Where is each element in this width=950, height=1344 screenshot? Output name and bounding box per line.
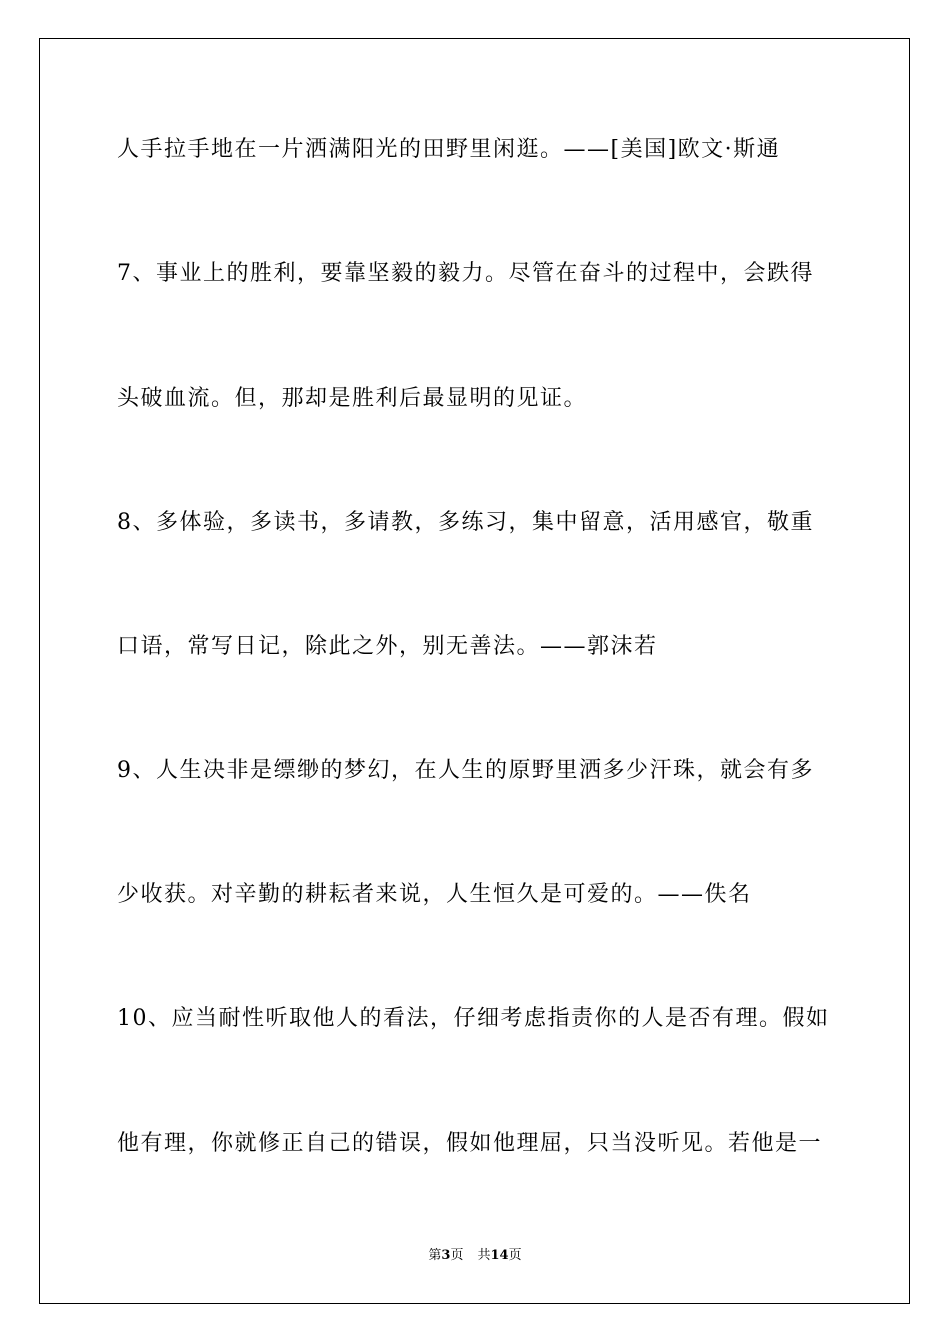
text-line: 少收获。对辛勤的耕耘者来说，人生恒久是可爱的。——佚名	[117, 882, 752, 907]
page-suffix: 页	[450, 1248, 464, 1263]
text-line: 他有理，你就修正自己的错误，假如他理屈，只当没听见。若他是一	[117, 1131, 823, 1156]
text-line: 口语，常写日记，除此之外，别无善法。——郭沫若	[117, 634, 658, 659]
text-line: 10、应当耐性听取他人的看法，仔细考虑指责你的人是否有理。假如	[117, 1006, 830, 1031]
page-number: 3	[441, 1248, 451, 1263]
page-prefix: 第	[428, 1248, 442, 1263]
page-border	[39, 38, 910, 1304]
text-line: 头破血流。但，那却是胜利后最显明的见证。	[117, 386, 588, 411]
text-line: 9、人生决非是缥缈的梦幻，在人生的原野里洒多少汗珠，就会有多	[117, 758, 814, 783]
page-footer	[0, 1248, 950, 1264]
total-prefix: 共	[477, 1248, 491, 1263]
text-line: 8、多体验，多读书，多请教，多练习，集中留意，活用感官，敬重	[117, 510, 814, 535]
text-line: 人手拉手地在一片洒满阳光的田野里闲逛。——[美国]欧文·斯通	[117, 137, 781, 162]
text-line: 7、事业上的胜利，要靠坚毅的毅力。尽管在奋斗的过程中，会跌得	[117, 261, 814, 286]
total-pages: 14	[490, 1248, 509, 1263]
total-suffix: 页	[508, 1248, 522, 1263]
